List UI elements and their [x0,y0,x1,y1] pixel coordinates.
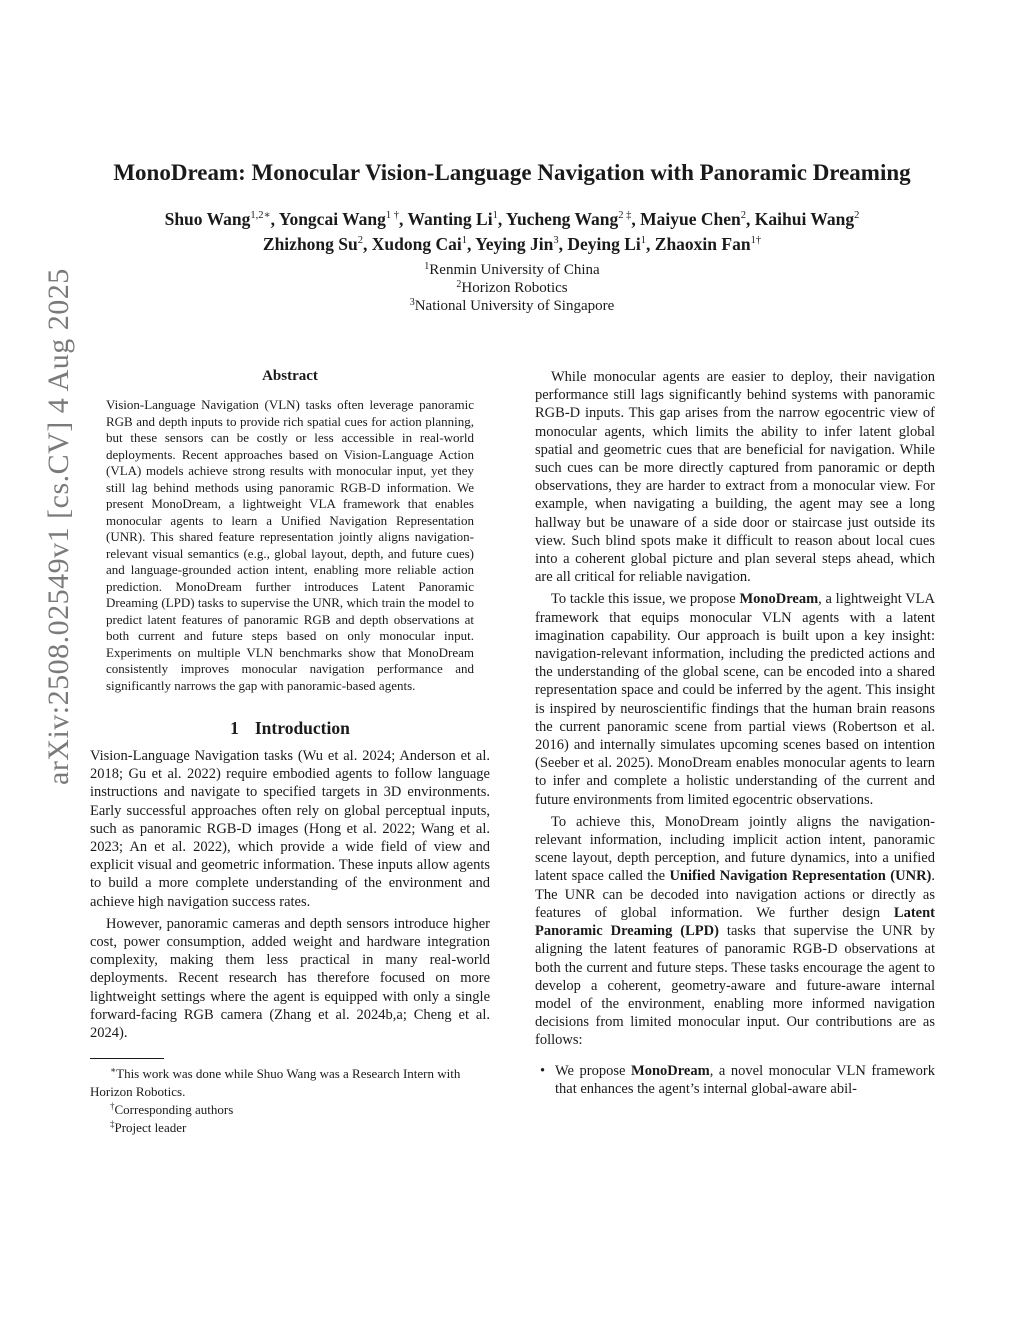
footnote [90,1101,490,1119]
footnote [90,1065,490,1101]
footnote [90,1119,490,1137]
author: Kaihui Wang [754,209,855,229]
affiliation-mark: 3 [409,297,415,308]
author-line-1: Shuo Wang$^{1,2∗}$, Yongcai Wang$^{1 \dagger}$, Wanting Li$^1$, Yucheng Wang$^{2 \ddagger}$, Maiyue Chen$^2$, Kaihui Wang$^2$ [164,209,860,229]
body-paragraph: While monocular agents are easier to deploy, their navigation performance still lags significantly behind systems with panoramic RGB-D inputs. This gap arises from the narrow egocentric view of monocular agents, which limits the ability to infer latent global spatial and geometric cues that are beneficial for navigation. While such cues can be more directly captured from panoramic or depth observations, they are harder to extract from a monocular view. For example, when navigating a building, the agent may see a long hallway but be unaware of a side door or staircase just outside its view. Such blind spots make it difficult to reason about local cues into a coherent global picture and plan several steps ahead, which are all critical for reliable navigation. [535,369,935,586]
affiliation [0,279,1024,297]
text-run: , a novel monocular VLN framework that enhances the agent’s internal global-aware abil- [555,1062,935,1097]
arxiv-identifier: arXiv:2508.02549v1 [cs.CV] 4 Aug 2025 [42,268,75,785]
text-run: To achieve this, MonoDream jointly aligns the navigation-relevant information, including implicit action intent, panoramic scene layout, depth perception, and future dynamics, into a unified latent space called the [535,813,935,885]
affiliation-mark: 2 [456,279,462,290]
footnote-text: This work was done while Shuo Wang was a Research Intern with Horizon Robotics. [90,1066,461,1100]
affiliation-list [0,261,1024,315]
abstract-heading: Abstract [262,368,318,384]
footnote-rule [90,1058,164,1059]
affiliation-name: Renmin University of China [429,262,600,278]
footnote-mark: † [110,1101,115,1112]
footnote-text: Corresponding authors [114,1102,234,1118]
affiliation-mark: 1 [424,261,430,272]
author: Yucheng Wang [505,209,619,229]
contribution-list [535,1062,935,1098]
author: Maiyue Chen [640,209,741,229]
author-mark: 2 [357,235,363,246]
text-run: . The UNR can be decoded into navigation actions or directly as features of global information. We further design [535,868,935,921]
affiliation [0,297,1024,315]
author-mark: 1 † [385,210,400,221]
affiliation-name: National University of Singapore [414,298,615,314]
text-run: , a lightweight VLA framework that equips monocular VLN agents with a latent imagination capability. Our approach is built upon a key insight: navigation-relevant information, including the predicted actions and the understanding of the global scene, can be encoded into a shared representation space and could be inferred by the agent. This insight is inspired by neuroscientific findings that the human brain reasons the current panoramic scene from partial views (Robertson et al. 2016) and internally simulates upcoming scenes based on intention (Seeber et al. 2025). MonoDream enables monocular agents to learn to infer and complete a holistic understanding of the current and future environments from limited egocentric observations. [535,591,935,808]
author-mark: 1† [750,235,762,246]
term-lpd: Latent Panoramic Dreaming (LPD) [535,904,935,940]
author-list [0,207,1024,257]
list-item [535,1062,935,1098]
author: Deying Li [567,234,641,254]
left-column [90,368,490,1137]
body-paragraph [535,590,935,808]
footnote-mark: ∗ [110,1065,117,1076]
term-unr: Unified Navigation Representation (UNR) [669,868,932,885]
right-column [535,368,935,1098]
author-mark: 1 [461,235,467,246]
footnote-text: Project leader [114,1120,187,1136]
author-mark: 1,2∗ [250,210,271,221]
method-name: MonoDream [739,591,819,608]
intro-paragraph-1: Vision-Language Navigation tasks (Wu et al. 2024; Anderson et al. 2018; Gu et al. 2022) require embodied agents to follow language instructions and navigate to specified targets in 3D environments. Early successful approaches often rely on global perceptual inputs, such as panoramic RGB-D images (Hong et al. 2022; Wang et al. 2023; An et al. 2022), which provide a wide field of view and explicit visual and geometric information. These inputs allow agents to build a more complete understanding of the environment and achieve high navigation success rates. [90,748,490,910]
author-mark: 2 ‡ [618,210,632,221]
author: Yeying Jin [475,234,554,254]
bullet-icon: • [540,1062,546,1079]
author-mark: 2 [854,210,860,221]
affiliation-name: Horizon Robotics [461,280,568,296]
body-paragraph [535,813,935,1050]
section-number: 1 [230,718,239,738]
section-title: Introduction [254,718,350,738]
text-run: To tackle this issue, we propose [551,591,740,608]
section-heading-introduction [90,718,490,739]
author: Zhizhong Su [262,234,358,254]
abstract-body: Vision-Language Navigation (VLN) tasks often leverage panoramic RGB and depth inputs to provide rich spatial cues for action planning, but these sensors can be costly or less accessible in real-world deployments. Recent approaches based on Vision-Language Action (VLA) models achieve strong results with monocular input, yet they still lag behind methods using panoramic RGB-D information. We present MonoDream, a lightweight VLA framework that enables monocular agents to learn a Unified Navigation Representation (UNR). This shared feature representation jointly aligns navigation-relevant visual semantics (e.g., global layout, depth, and future cues) and language-grounded action intent, enabling more reliable action prediction. MonoDream further introduces Latent Panoramic Dreaming (LPD) tasks to supervise the UNR, which train the model to predict latent features of panoramic RGB and depth observations at both current and future steps based on only monocular input. Experiments on multiple VLN benchmarks show that MonoDream consistently improves monocular navigation performance and significantly narrows the gap with panoramic-based agents. [106,397,474,693]
text-run: We propose [555,1062,632,1079]
method-name: MonoDream [631,1062,710,1079]
author: Xudong Cai [371,234,462,254]
author-mark: 2 [740,210,747,221]
author-mark: 1 [492,210,498,221]
author: Shuo Wang [164,209,251,229]
author-mark: 1 [640,235,647,246]
author: Zhaoxin Fan [654,234,751,254]
author-line-2: Zhizhong Su$^2$, Xudong Cai$^1$, Yeying Jin$^3$, Deying Li$^1$, Zhaoxin Fan$^{1\dagger}$ [262,234,762,254]
footnote-mark: ‡ [110,1119,115,1130]
intro-paragraph-2: However, panoramic cameras and depth sensors introduce higher cost, power consumption, added weight and hardware integration complexity, making them less practical in many real-world deployments. Recent research has therefore focused on more lightweight settings where the agent is equipped with only a single forward-facing RGB camera (Zhang et al. 2024b,a; Cheng et al. 2024). [90,915,490,1042]
author-mark: 3 [553,235,559,246]
paper-title: MonoDream: Monocular Vision-Language Navigation with Panoramic Dreaming [113,160,911,185]
author: Yongcai Wang [278,209,386,229]
author: Wanting Li [407,209,493,229]
text-run: tasks that supervise the UNR by aligning the latent features of panoramic RGB-D observations at both the current and future steps. These tasks encourage the agent to develop a coherent, geometry-aware and future-aware internal model of the environment, enabling more informed navigation decisions from limited monocular input. Our contributions are as follows: [535,923,935,1049]
affiliation [0,261,1024,279]
